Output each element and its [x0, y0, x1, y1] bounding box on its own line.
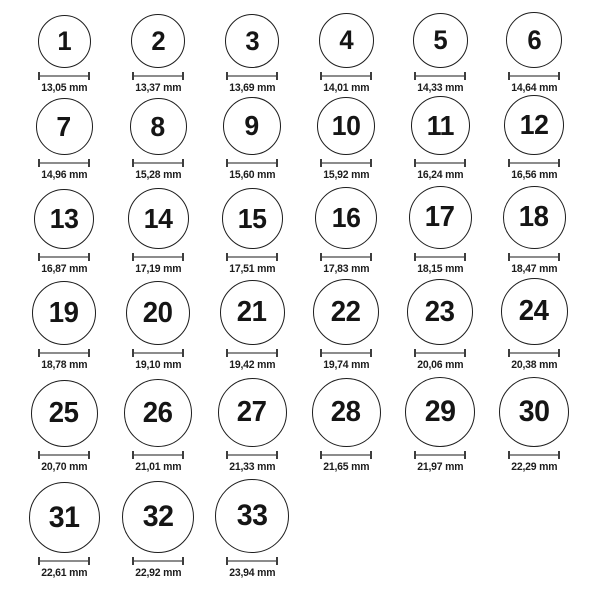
- size-circle: [225, 14, 279, 68]
- size-number: 25: [49, 397, 79, 429]
- measure-tick-right-icon: [88, 72, 90, 80]
- size-circle: [36, 98, 93, 155]
- measure-bar: [414, 352, 466, 354]
- size-circle: [215, 479, 289, 553]
- measure-bar: [38, 162, 90, 164]
- measure-tick-left-icon: [320, 451, 322, 459]
- diameter-label: 22,92 mm: [134, 567, 182, 579]
- diameter-label: 19,42 mm: [228, 359, 276, 371]
- measure-tick-left-icon: [226, 451, 228, 459]
- ring-size-item: [17, 189, 111, 276]
- measure-tick-right-icon: [558, 349, 560, 357]
- diameter-label: 15,28 mm: [134, 169, 182, 181]
- diameter-label: 21,97 mm: [416, 461, 464, 473]
- size-circle: [319, 13, 374, 68]
- measure-bar: [226, 560, 278, 562]
- measure-tick-right-icon: [558, 451, 560, 459]
- diameter-measure-line: [38, 72, 90, 80]
- measure-bar: [414, 162, 466, 164]
- measure-tick-right-icon: [182, 72, 184, 80]
- measure-tick-left-icon: [38, 72, 40, 80]
- measure-tick-left-icon: [508, 349, 510, 357]
- measure-tick-left-icon: [226, 253, 228, 261]
- ring-size-item: [111, 98, 205, 182]
- diameter-label: 17,83 mm: [322, 263, 370, 275]
- diameter-label: 16,56 mm: [510, 169, 558, 181]
- ring-size-item: [487, 278, 581, 372]
- measure-bar: [132, 162, 184, 164]
- measure-tick-right-icon: [370, 451, 372, 459]
- measure-bar: [132, 560, 184, 562]
- diameter-label: 21,01 mm: [134, 461, 182, 473]
- size-circle: [501, 278, 568, 345]
- measure-bar: [38, 560, 90, 562]
- diameter-label: 21,33 mm: [228, 461, 276, 473]
- size-circle: [130, 98, 187, 155]
- diameter-measure-line: [508, 253, 560, 261]
- diameter-label: 18,15 mm: [416, 263, 464, 275]
- ring-size-item: [111, 14, 205, 95]
- diameter-label: 15,60 mm: [228, 169, 276, 181]
- measure-tick-right-icon: [182, 253, 184, 261]
- measure-tick-left-icon: [38, 349, 40, 357]
- diameter-measure-line: [38, 253, 90, 261]
- measure-tick-left-icon: [38, 253, 40, 261]
- ring-size-item: [299, 187, 393, 276]
- measure-tick-right-icon: [182, 159, 184, 167]
- size-circle: [411, 96, 470, 155]
- measure-tick-left-icon: [132, 159, 134, 167]
- measure-bar: [226, 352, 278, 354]
- measure-tick-left-icon: [320, 349, 322, 357]
- diameter-label: 18,78 mm: [40, 359, 88, 371]
- diameter-measure-line: [414, 159, 466, 167]
- size-number: 21: [237, 296, 267, 328]
- measure-bar: [320, 75, 372, 77]
- measure-tick-right-icon: [558, 159, 560, 167]
- measure-tick-left-icon: [414, 253, 416, 261]
- measure-tick-right-icon: [182, 451, 184, 459]
- diameter-measure-line: [38, 451, 90, 459]
- ring-size-item: [17, 380, 111, 474]
- measure-bar: [508, 162, 560, 164]
- size-circle: [413, 13, 468, 68]
- ring-size-item: [299, 378, 393, 474]
- size-number: 16: [331, 202, 361, 233]
- size-circle: [317, 97, 375, 155]
- measure-tick-left-icon: [38, 451, 40, 459]
- measure-bar: [320, 162, 372, 164]
- size-circle: [128, 188, 189, 249]
- measure-tick-left-icon: [414, 72, 416, 80]
- measure-bar: [508, 75, 560, 77]
- measure-tick-left-icon: [132, 451, 134, 459]
- ring-size-item: [205, 378, 299, 474]
- size-circle: [499, 377, 569, 447]
- measure-tick-right-icon: [370, 159, 372, 167]
- size-number: 10: [331, 110, 361, 141]
- size-number: 17: [425, 201, 455, 233]
- size-circle: [506, 12, 562, 68]
- ring-size-item: [205, 280, 299, 372]
- size-circle: [222, 188, 283, 249]
- size-number: 19: [49, 296, 79, 329]
- diameter-label: 20,70 mm: [40, 461, 88, 473]
- measure-tick-right-icon: [464, 72, 466, 80]
- ring-size-item: [17, 482, 111, 580]
- ring-size-item: [393, 377, 487, 474]
- measure-tick-left-icon: [508, 451, 510, 459]
- size-number: 32: [142, 500, 174, 533]
- size-number: 14: [143, 202, 173, 234]
- ring-size-item: [299, 279, 393, 372]
- measure-bar: [320, 352, 372, 354]
- diameter-label: 13,69 mm: [228, 82, 276, 94]
- diameter-measure-line: [226, 349, 278, 357]
- ring-size-row: [0, 95, 600, 182]
- measure-tick-right-icon: [464, 349, 466, 357]
- measure-tick-right-icon: [276, 557, 278, 565]
- diameter-measure-line: [320, 349, 372, 357]
- size-circle: [122, 481, 194, 553]
- size-number: 33: [236, 499, 268, 532]
- diameter-measure-line: [38, 349, 90, 357]
- size-circle: [38, 15, 91, 68]
- size-circle: [34, 189, 94, 249]
- measure-tick-right-icon: [276, 349, 278, 357]
- ring-size-item: [487, 186, 581, 276]
- diameter-measure-line: [508, 349, 560, 357]
- ring-size-item: [111, 188, 205, 276]
- size-number: 31: [48, 500, 80, 534]
- size-number: 18: [519, 201, 549, 233]
- size-circle: [223, 97, 281, 155]
- measure-tick-left-icon: [132, 253, 134, 261]
- measure-tick-right-icon: [276, 253, 278, 261]
- size-number: 9: [244, 110, 260, 141]
- diameter-label: 16,87 mm: [40, 263, 88, 275]
- diameter-label: 21,65 mm: [322, 461, 370, 473]
- ring-size-item: [487, 377, 581, 474]
- measure-tick-left-icon: [414, 349, 416, 357]
- measure-tick-right-icon: [370, 72, 372, 80]
- measure-tick-left-icon: [226, 72, 228, 80]
- diameter-label: 22,61 mm: [40, 567, 88, 579]
- size-circle: [312, 378, 381, 447]
- measure-bar: [132, 352, 184, 354]
- measure-bar: [38, 352, 90, 354]
- size-number: 30: [518, 395, 550, 428]
- measure-bar: [226, 454, 278, 456]
- size-number: 13: [49, 203, 79, 234]
- measure-tick-left-icon: [132, 72, 134, 80]
- measure-bar: [508, 454, 560, 456]
- diameter-measure-line: [508, 451, 560, 459]
- diameter-label: 14,64 mm: [510, 82, 558, 94]
- size-number: 29: [424, 395, 456, 428]
- measure-tick-right-icon: [88, 253, 90, 261]
- size-number: 20: [143, 296, 173, 329]
- size-circle: [409, 186, 472, 249]
- diameter-measure-line: [132, 159, 184, 167]
- size-circle: [32, 281, 96, 345]
- diameter-label: 13,37 mm: [134, 82, 182, 94]
- diameter-label: 14,33 mm: [416, 82, 464, 94]
- diameter-measure-line: [508, 159, 560, 167]
- measure-tick-left-icon: [320, 72, 322, 80]
- diameter-measure-line: [226, 72, 278, 80]
- measure-tick-right-icon: [276, 451, 278, 459]
- ring-size-item: [393, 186, 487, 276]
- measure-bar: [414, 454, 466, 456]
- measure-bar: [226, 256, 278, 258]
- measure-tick-right-icon: [276, 159, 278, 167]
- ring-size-item: [17, 98, 111, 182]
- measure-tick-left-icon: [508, 159, 510, 167]
- measure-bar: [132, 75, 184, 77]
- measure-tick-right-icon: [88, 557, 90, 565]
- size-circle: [220, 280, 285, 345]
- size-number: 15: [237, 202, 267, 234]
- measure-tick-right-icon: [88, 451, 90, 459]
- measure-bar: [132, 256, 184, 258]
- size-number: 23: [425, 295, 455, 328]
- measure-bar: [132, 454, 184, 456]
- size-circle: [218, 378, 287, 447]
- measure-tick-left-icon: [132, 557, 134, 565]
- diameter-measure-line: [320, 72, 372, 80]
- measure-bar: [508, 256, 560, 258]
- ring-size-item: [393, 96, 487, 182]
- diameter-label: 14,01 mm: [322, 82, 370, 94]
- measure-tick-right-icon: [276, 72, 278, 80]
- measure-tick-right-icon: [558, 72, 560, 80]
- measure-tick-left-icon: [508, 72, 510, 80]
- ring-size-item: [487, 12, 581, 95]
- measure-bar: [320, 454, 372, 456]
- measure-tick-right-icon: [464, 451, 466, 459]
- size-circle: [315, 187, 377, 249]
- ring-size-item: [111, 481, 205, 580]
- measure-bar: [226, 162, 278, 164]
- diameter-label: 20,38 mm: [510, 359, 558, 371]
- ring-size-item: [299, 97, 393, 182]
- diameter-label: 16,24 mm: [416, 169, 464, 181]
- diameter-label: 23,94 mm: [228, 567, 276, 579]
- ring-size-row: [0, 182, 600, 276]
- size-circle: [126, 281, 190, 345]
- measure-tick-left-icon: [414, 451, 416, 459]
- diameter-label: 19,10 mm: [134, 359, 182, 371]
- diameter-measure-line: [414, 349, 466, 357]
- size-number: 8: [150, 110, 166, 142]
- measure-tick-left-icon: [226, 557, 228, 565]
- diameter-measure-line: [320, 159, 372, 167]
- size-circle: [124, 379, 192, 447]
- diameter-measure-line: [414, 451, 466, 459]
- size-number: 27: [237, 396, 267, 428]
- diameter-measure-line: [132, 451, 184, 459]
- size-circle: [29, 482, 100, 553]
- ring-size-item: [111, 379, 205, 474]
- diameter-measure-line: [38, 557, 90, 565]
- measure-tick-left-icon: [320, 253, 322, 261]
- diameter-label: 15,92 mm: [322, 169, 370, 181]
- measure-bar: [226, 75, 278, 77]
- size-number: 12: [519, 109, 549, 140]
- diameter-measure-line: [226, 451, 278, 459]
- measure-bar: [38, 256, 90, 258]
- measure-bar: [414, 75, 466, 77]
- diameter-measure-line: [508, 72, 560, 80]
- size-number: 26: [143, 396, 173, 429]
- size-number: 1: [57, 26, 71, 56]
- ring-size-item: [393, 279, 487, 372]
- measure-tick-left-icon: [508, 253, 510, 261]
- size-number: 5: [433, 25, 447, 55]
- size-number: 6: [527, 24, 541, 55]
- diameter-measure-line: [226, 253, 278, 261]
- size-number: 24: [519, 295, 549, 327]
- size-number: 11: [426, 109, 454, 141]
- diameter-measure-line: [320, 451, 372, 459]
- size-circle: [313, 279, 379, 345]
- size-circle: [131, 14, 185, 68]
- diameter-measure-line: [226, 557, 278, 565]
- size-circle: [407, 279, 473, 345]
- diameter-measure-line: [414, 72, 466, 80]
- ring-size-item: [17, 281, 111, 372]
- measure-tick-right-icon: [464, 159, 466, 167]
- diameter-measure-line: [132, 557, 184, 565]
- diameter-label: 17,51 mm: [228, 263, 276, 275]
- diameter-measure-line: [226, 159, 278, 167]
- measure-tick-right-icon: [370, 349, 372, 357]
- size-number: 22: [331, 295, 361, 328]
- measure-tick-left-icon: [132, 349, 134, 357]
- diameter-measure-line: [38, 159, 90, 167]
- measure-tick-left-icon: [38, 159, 40, 167]
- diameter-measure-line: [414, 253, 466, 261]
- size-number: 7: [56, 110, 72, 142]
- measure-tick-right-icon: [464, 253, 466, 261]
- diameter-measure-line: [320, 253, 372, 261]
- size-circle: [405, 377, 475, 447]
- ring-size-row: [0, 276, 600, 372]
- measure-bar: [320, 256, 372, 258]
- size-number: 3: [245, 25, 259, 56]
- measure-tick-left-icon: [226, 349, 228, 357]
- ring-size-item: [205, 188, 299, 276]
- diameter-measure-line: [132, 349, 184, 357]
- size-circle: [504, 95, 564, 155]
- measure-tick-left-icon: [414, 159, 416, 167]
- measure-tick-left-icon: [320, 159, 322, 167]
- diameter-measure-line: [132, 253, 184, 261]
- diameter-label: 14,96 mm: [40, 169, 88, 181]
- measure-tick-right-icon: [558, 253, 560, 261]
- ring-size-item: [393, 13, 487, 95]
- measure-tick-right-icon: [88, 159, 90, 167]
- measure-tick-left-icon: [226, 159, 228, 167]
- size-circle: [31, 380, 98, 447]
- size-circle: [503, 186, 566, 249]
- measure-tick-right-icon: [182, 349, 184, 357]
- measure-bar: [508, 352, 560, 354]
- diameter-label: 20,06 mm: [416, 359, 464, 371]
- ring-size-item: [299, 13, 393, 95]
- diameter-label: 22,29 mm: [510, 461, 558, 473]
- size-number: 2: [151, 25, 165, 56]
- measure-bar: [38, 75, 90, 77]
- ring-size-item: [205, 14, 299, 95]
- measure-tick-right-icon: [88, 349, 90, 357]
- diameter-label: 13,05 mm: [40, 82, 88, 94]
- ring-size-item: [111, 281, 205, 372]
- diameter-label: 17,19 mm: [134, 263, 182, 275]
- ring-size-row: [0, 372, 600, 474]
- ring-size-item: [205, 479, 299, 580]
- measure-bar: [38, 454, 90, 456]
- measure-bar: [414, 256, 466, 258]
- ring-size-item: [17, 15, 111, 95]
- ring-size-item: [487, 95, 581, 182]
- size-number: 4: [339, 25, 353, 55]
- measure-tick-right-icon: [370, 253, 372, 261]
- ring-size-row: [0, 0, 600, 95]
- diameter-measure-line: [132, 72, 184, 80]
- ring-size-item: [205, 97, 299, 182]
- measure-tick-right-icon: [182, 557, 184, 565]
- measure-tick-left-icon: [38, 557, 40, 565]
- diameter-label: 18,47 mm: [510, 263, 558, 275]
- size-number: 28: [331, 396, 361, 428]
- ring-size-row: [0, 474, 600, 580]
- diameter-label: 19,74 mm: [322, 359, 370, 371]
